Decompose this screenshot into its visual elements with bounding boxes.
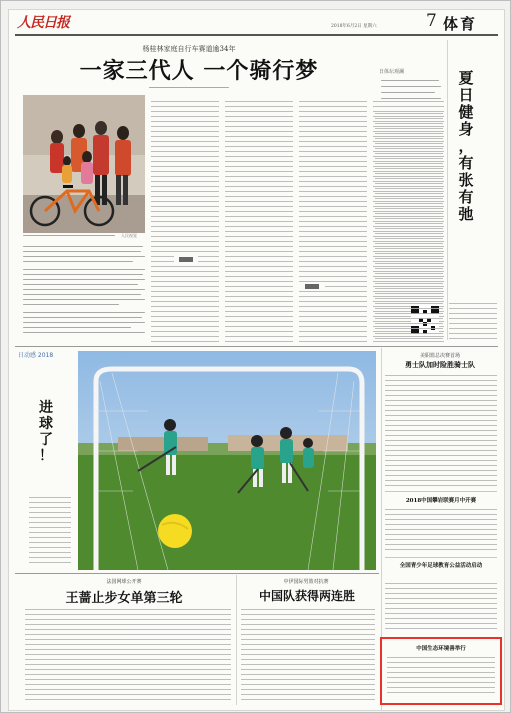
story-youth-football-headline: 全国青少年足球教育公益活动启动 [399, 563, 483, 569]
story-eco-headline: 中国生态环境善举行 [416, 646, 466, 652]
story-tennis-kicker: 法国网球公开赛 [106, 579, 142, 585]
story-bridge-headline: 2018中国攀岩联赛月中开赛 [405, 498, 477, 504]
sidebar-body [375, 110, 443, 340]
page-number: 7 [426, 11, 437, 31]
masthead-date: 2018年6月2日 星期六 [331, 24, 377, 29]
photo-feature-caption [29, 494, 71, 564]
story-ice-hockey-kicker: 美职篮总决赛首场 [419, 353, 460, 359]
story-youth-football-body [385, 580, 497, 630]
photo-feature-headline-char: ！ [39, 448, 53, 464]
story-eco-body [387, 654, 495, 696]
sidebar-headline [457, 70, 475, 223]
story-ice-hockey-headline: 勇士队加时险胜骑士队 [405, 360, 475, 369]
story-ice-hockey-body [385, 372, 497, 487]
masthead [9, 10, 504, 34]
sidebar-headline-char: 有 [458, 188, 474, 206]
sidebar-headline-char: 张 [458, 171, 474, 189]
sidebar-headline-char: 健 [458, 103, 474, 121]
sidebar-headline-char: 夏 [458, 69, 474, 87]
sidebar-headline-char: 弛 [458, 205, 474, 223]
feature-photo [78, 351, 376, 570]
photo-feature-label: 日动感 2018 [18, 352, 54, 359]
sidebar-tag: 日体坛观澜 [379, 69, 405, 75]
sidebar-headline-char: 有 [458, 154, 474, 172]
sidebar-headline-char: 日 [458, 86, 474, 104]
section-title: 体育 [443, 15, 478, 33]
lead-photo-credit: 人民视觉 [121, 233, 137, 238]
story-volleyball-kicker: 中伊国际男篮对抗赛 [283, 579, 329, 585]
photo-feature-headline [37, 400, 55, 464]
story-tennis-headline: 王蔷止步女单第三轮 [65, 591, 183, 606]
sidebar-headline-char: ， [458, 137, 474, 155]
sidebar-headline-char: 身 [458, 120, 474, 138]
story-volleyball-headline: 中国队获得两连胜 [258, 589, 355, 603]
lead-story-headline: 一家三代人 一个骑行梦 [79, 58, 319, 84]
lead-photo [23, 95, 145, 233]
sidebar-author-box [449, 300, 497, 340]
masthead-logo: 人民日报 [17, 15, 69, 31]
newspaper-page [8, 9, 505, 711]
story-tennis-body [25, 606, 231, 704]
photo-feature-headline-char: 了 [39, 432, 53, 448]
story-bridge-body [385, 506, 497, 554]
lead-story-kicker: 杨桂林家庭自行车赛道逾34年 [142, 45, 236, 53]
photo-feature-headline-char: 进 [39, 400, 53, 416]
story-volleyball-body [241, 606, 375, 704]
photo-feature-headline-char: 球 [39, 416, 53, 432]
